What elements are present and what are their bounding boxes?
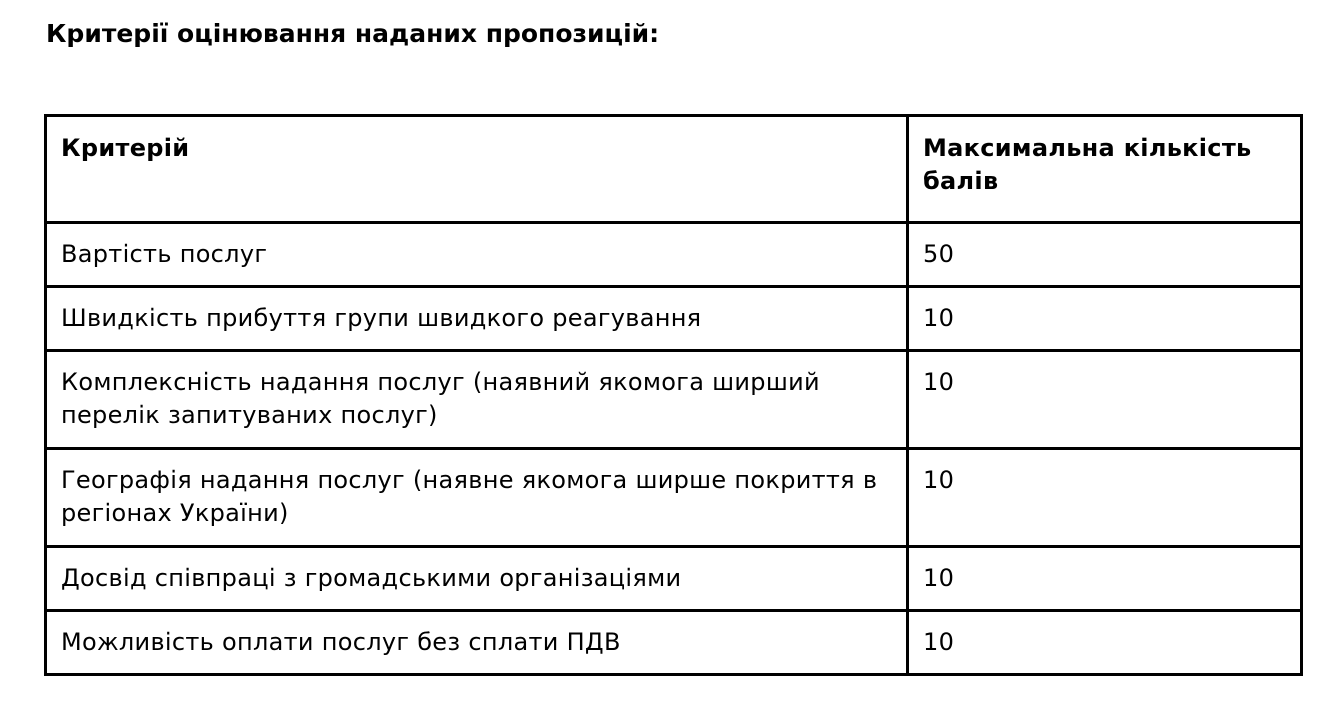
criterion-cell: Географія надання послуг (наявне якомога ширше покриття в регіонах України): [46, 449, 908, 547]
criterion-cell: Вартість послуг: [46, 223, 908, 287]
criterion-cell: Можливість оплати послуг без сплати ПДВ: [46, 611, 908, 675]
table-row: [46, 287, 1302, 351]
criterion-cell: Досвід співпраці з громадськими організаціями: [46, 547, 908, 611]
score-cell: 10: [908, 449, 1302, 547]
table-row: [46, 223, 1302, 287]
table-row: [46, 351, 1302, 449]
table-header-row: [46, 116, 1302, 223]
score-cell: 50: [908, 223, 1302, 287]
criterion-cell: Швидкість прибуття групи швидкого реагування: [46, 287, 908, 351]
page-title: Критерії оцінювання наданих пропозицій:: [46, 19, 660, 48]
score-cell: 10: [908, 611, 1302, 675]
criterion-cell: Комплексність надання послуг (наявний якомога ширший перелік запитуваних послуг): [46, 351, 908, 449]
header-criterion: Критерій: [46, 116, 908, 223]
table-row: [46, 547, 1302, 611]
table-row: [46, 611, 1302, 675]
score-cell: 10: [908, 351, 1302, 449]
score-cell: 10: [908, 547, 1302, 611]
header-max-score: Максимальна кількість балів: [908, 116, 1302, 223]
score-cell: 10: [908, 287, 1302, 351]
criteria-table: [44, 114, 1303, 676]
table-row: [46, 449, 1302, 547]
